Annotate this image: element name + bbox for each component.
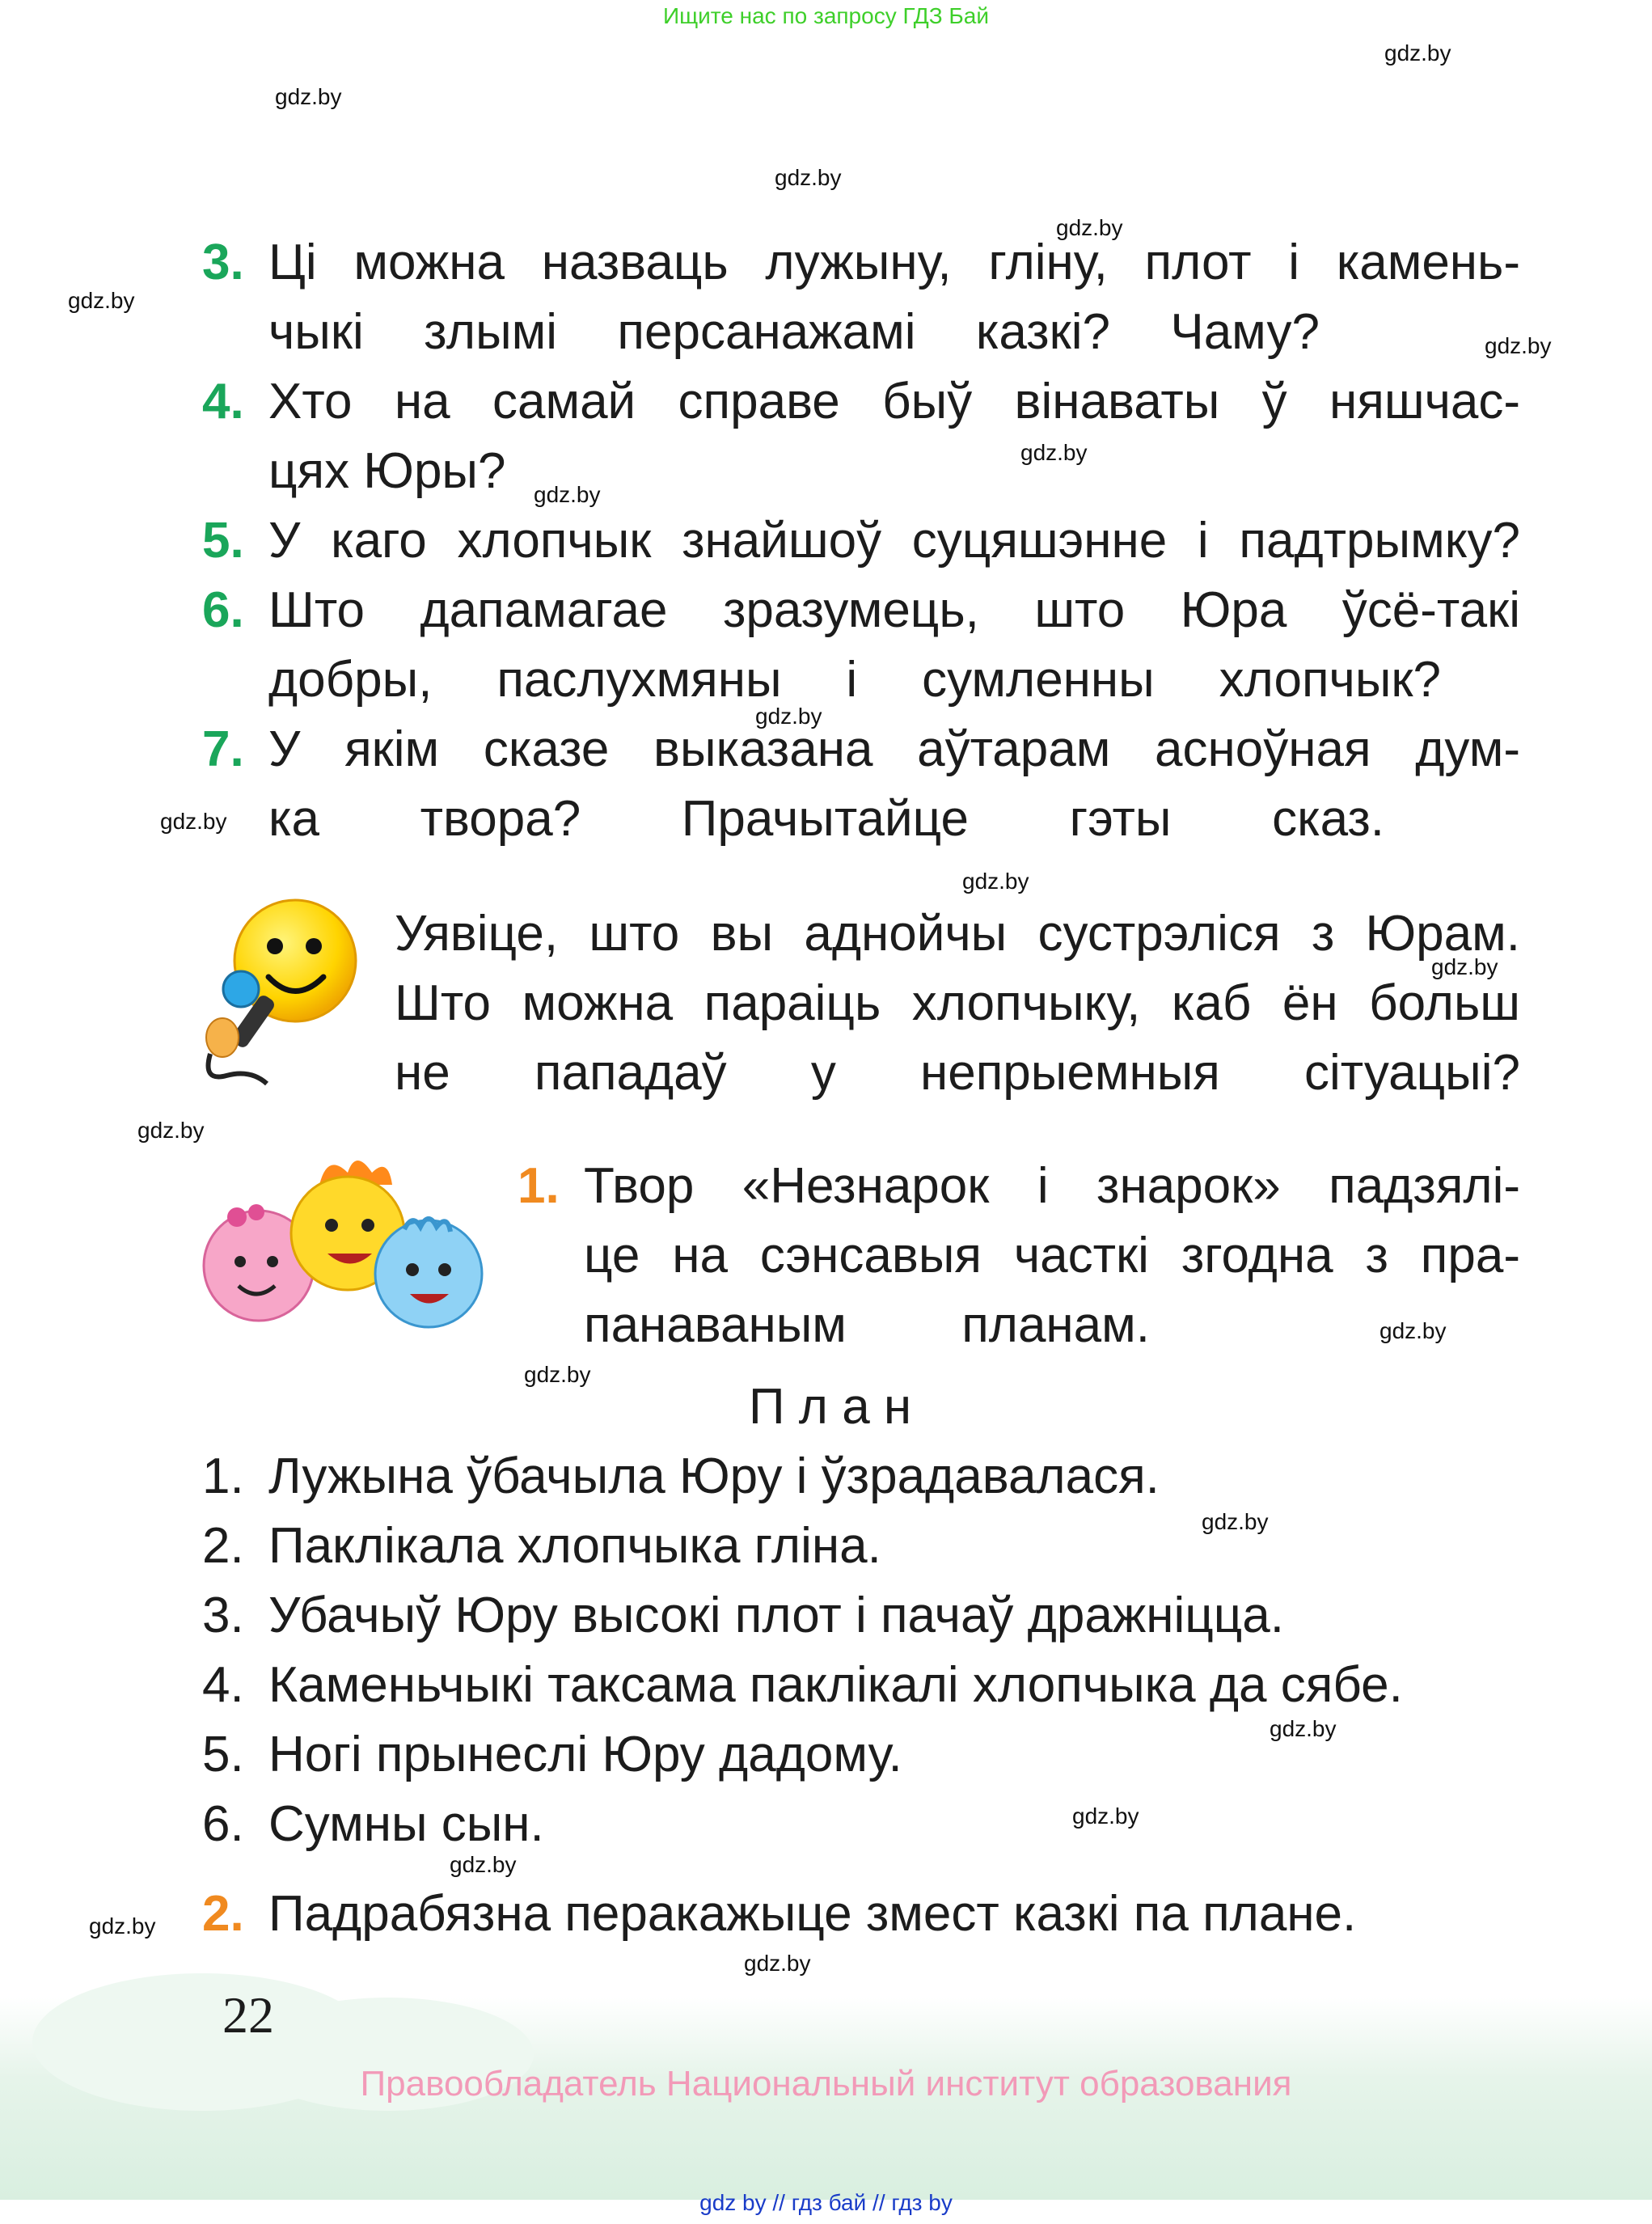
watermark: gdz.by [1072, 1803, 1139, 1829]
watermark: gdz.by [1020, 440, 1088, 465]
task-number: 1. [518, 1158, 560, 1214]
watermark: gdz.by [137, 1118, 205, 1143]
question-line: чыкі злымі персанажамі казкі? Чаму? [268, 304, 1320, 360]
plan-item-number: 5. [202, 1727, 244, 1782]
plan-item-text: Сумны сын. [268, 1796, 544, 1852]
watermark: gdz.by [755, 704, 822, 729]
task-2 [202, 1879, 1356, 1949]
watermark: gdz.by [534, 482, 601, 507]
question-line: Ці можна назваць лужыну, гліну, плот і камень- [268, 235, 1520, 290]
question-line: У якім сказе выказана аўтарам асноўная дум- [268, 721, 1520, 777]
plan-item [202, 1512, 881, 1581]
plan-item-text: Ногі прынеслі Юру дадому. [268, 1727, 902, 1782]
task-number: 2. [202, 1886, 244, 1942]
plan-item-text: Лужына ўбачыла Юру і ўзрадавалася. [268, 1448, 1160, 1504]
plan-item-number: 2. [202, 1518, 244, 1574]
watermark: gdz.by [160, 809, 227, 834]
task-2-text: Падрабязна перакажыце змест казкі па плане. [268, 1886, 1357, 1942]
plan-item [202, 1720, 902, 1790]
plan-item-text: Каменьчыкі таксама паклікалі хлопчыка да сябе. [268, 1657, 1403, 1713]
plan-item-text: Паклікала хлопчыка гліна. [268, 1518, 881, 1574]
plan-item [202, 1442, 1160, 1512]
plan-item-number: 1. [202, 1448, 244, 1504]
task-1-line: Твор «Незнарок і знарок» падзялі- [584, 1158, 1520, 1214]
question-line: ка твора? Прачытайце гэты сказ. [268, 791, 1384, 847]
question-number: 4. [202, 374, 244, 429]
group-smileys-icon [198, 1152, 489, 1338]
question-3 [202, 228, 1520, 367]
watermark: gdz.by [89, 1913, 156, 1939]
top-banner[interactable]: Ищите нас по запросу ГДЗ Бай [662, 3, 990, 28]
watermark: gdz.by [775, 165, 842, 190]
plan-item-number: 6. [202, 1796, 244, 1852]
watermark: gdz.by [1379, 1318, 1447, 1343]
question-line: У каго хлопчык знайшоў суцяшэнне і падтрымку? [268, 513, 1520, 569]
question-7 [202, 715, 1520, 854]
watermark: gdz.by [1202, 1509, 1269, 1534]
plan-item [202, 1651, 1403, 1720]
mic-task [395, 899, 1520, 1108]
plan-item [202, 1790, 544, 1859]
question-4 [202, 367, 1520, 506]
task-1-line: це на сэнсавыя часткі згодна з пра- [584, 1228, 1520, 1283]
question-number: 6. [202, 582, 244, 638]
plan-item [202, 1581, 1284, 1651]
question-number: 3. [202, 235, 244, 290]
mic-task-line: Што можна параіць хлопчыку, каб ён больш [395, 975, 1520, 1031]
watermark: gdz.by [1485, 333, 1552, 358]
question-line: цях Юры? [268, 443, 506, 499]
question-number: 5. [202, 513, 244, 569]
page-number: 22 [222, 1986, 274, 2044]
watermark: gdz.by [1270, 1716, 1337, 1741]
watermark: gdz.by [524, 1362, 591, 1387]
plan-title: П л а н [749, 1379, 912, 1435]
task-1 [518, 1152, 1520, 1360]
rights-holder: Правообладатель Национальный институт образования [360, 2064, 1292, 2103]
mic-task-line: Уявіце, што вы аднойчы сустрэліся з Юрам. [395, 906, 1520, 962]
question-number: 7. [202, 721, 244, 777]
task-1-line: панаваным планам. [584, 1297, 1150, 1353]
microphone-smiley-icon [194, 896, 364, 1090]
question-line: добры, паслухмяны і сумленны хлопчык? [268, 652, 1441, 708]
plan-item-number: 4. [202, 1657, 244, 1713]
bottom-links[interactable]: gdz by // гдз бай // гдз by [699, 2190, 953, 2215]
watermark: gdz.by [68, 288, 135, 313]
plan-item-number: 3. [202, 1588, 244, 1643]
watermark: gdz.by [450, 1852, 517, 1877]
watermark: gdz.by [744, 1951, 811, 1976]
watermark: gdz.by [1056, 215, 1123, 240]
plan-item-text: Убачыў Юру высокі плот і пачаў дражніцца. [268, 1588, 1285, 1643]
watermark: gdz.by [275, 84, 342, 109]
question-line: Што дапамагае зразумець, што Юра ўсё-такі [268, 582, 1520, 638]
watermark: gdz.by [1384, 40, 1451, 66]
watermark: gdz.by [962, 869, 1029, 894]
question-line: Хто на самай справе быў вінаваты ў няшчас- [268, 374, 1520, 429]
question-5 [202, 506, 1520, 576]
mic-task-line: не пападаў у непрыемныя сітуацыі? [395, 1045, 1520, 1101]
question-6 [202, 576, 1520, 715]
watermark: gdz.by [1431, 954, 1498, 979]
